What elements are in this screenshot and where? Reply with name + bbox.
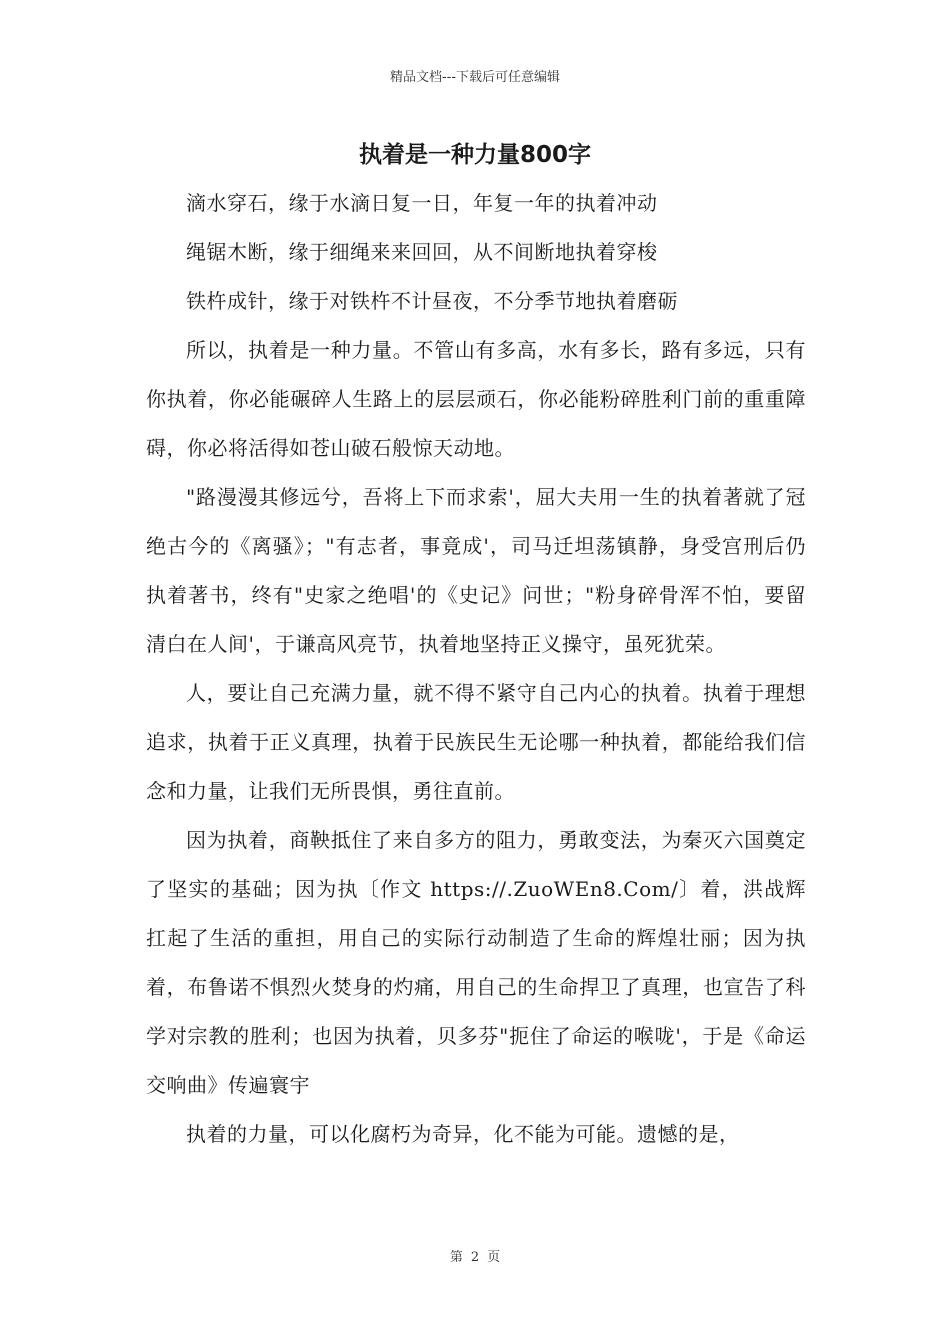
- paragraph: 铁杵成针，缘于对铁杵不计昼夜，不分季节地执着磨砺: [186, 289, 678, 313]
- paragraph: "路漫漫其修远兮，吾将上下而求索'，屈大夫用一生的执着著就了冠绝古今的《离骚》；"有志者，事竟成'，司马迁坦荡镇静，身受宫刑后仍执着著书，终有"史家之绝唱'的《史记》问世；"粉身碎骨浑不怕，要留清白在人间'，于谦高风亮节，执着地坚持正义操守，虽死犹荣。: [146, 485, 806, 656]
- page-label-prefix: 第: [449, 1250, 463, 1265]
- page-header: 精品文档---下载后可任意编辑: [389, 70, 561, 85]
- paragraph: 执着的力量，可以化腐朽为奇异，化不能为可能。遗憾的是，: [186, 1122, 740, 1146]
- page-number: 2: [470, 1250, 480, 1265]
- page-footer: [0, 1246, 950, 1265]
- paragraph: 绳锯木断，缘于细绳来来回回，从不间断地执着穿梭: [186, 240, 658, 264]
- paragraph: 所以，执着是一种力量。不管山有多高，水有多长，路有多远，只有你执着，你必能碾碎人生路上的层层顽石，你必能粉碎胜利门前的重重障碍，你必将活得如苍山破石般惊天动地。: [146, 338, 806, 460]
- paragraph: 因为执着，商鞅抵住了来自多方的阻力，勇敢变法，为秦灭六国奠定了坚实的基础；因为执〔作文 https://.ZuoWEn8.Com/〕着，洪战辉扛起了生活的重担，用自己的实际行动制造了生命的辉煌壮丽；因为执着，布鲁诺不惧烈火焚身的灼痛，用自己的生命捍卫了真理，也宣告了科学对宗教的胜利；也因为执着，贝多芬"扼住了命运的喉咙'，于是《命运交响曲》传遍寰宇: [146, 828, 806, 1097]
- document-body: [146, 179, 806, 1159]
- paragraph: 滴水穿石，缘于水滴日复一日，年复一年的执着冲动: [186, 191, 658, 215]
- paragraph: 人，要让自己充满力量，就不得不紧守自己内心的执着。执着于理想追求，执着于正义真理，执着于民族民生无论哪一种执着，都能给我们信念和力量，让我们无所畏惧，勇往直前。: [146, 681, 806, 803]
- document-title: 执着是一种力量800字: [358, 142, 591, 168]
- page-label-suffix: 页: [487, 1250, 501, 1265]
